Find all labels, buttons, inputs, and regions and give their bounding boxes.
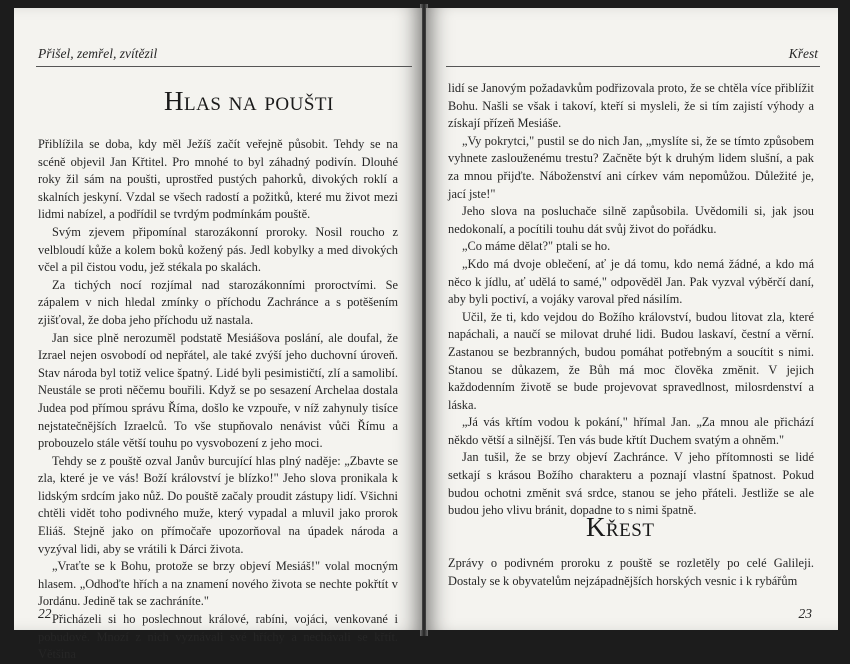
running-head: Přišel, zemřel, zvítězil bbox=[38, 46, 158, 61]
paragraph: Za tichých nocí rozjímal nad starozákonními proroctvími. Se zápalem v nich hledal zmínky o příchodu Zachránce a s potěšením zjišťoval, že doba jeho příchodu už nastala. bbox=[38, 277, 398, 327]
paragraph: „Já vás křtím vodou k pokání," hřímal Jan. „Za mnou ale přichází někdo větší a silnější. Ten vás bude křtít Duchem svatým a ohněm." bbox=[448, 415, 814, 447]
paragraph: „Vy pokrytci," pustil se do nich Jan, „myslíte si, že se tímto způsobem vyhnete zaslouženému trestu? Začněte být k druhým lidem slušní, a pak za mnou přijďte. Náboženství ani církev vám nepomůžou. Důležité je, jací jste!" bbox=[448, 133, 814, 201]
paragraph: „Kdo má dvoje oblečení, ať je dá tomu, kdo nemá žádné, a kdo má něco k jídlu, ať udělá to samé," odpověděl Jan. Pak vyzval výběrčí daní, aby byli poctiví, a vojáky varoval před násilím. bbox=[448, 256, 814, 307]
paragraph: Svým zjevem připomínal starozákonní proroky. Nosil roucho z velbloudí kůže a kolem boků kožený pás. Jedl kobylky a med divokých včel a pil čistou vodu, jež stékala po skalách. bbox=[38, 224, 398, 275]
paragraph: Jan sice plně nerozuměl podstatě Mesiášova poslání, ale doufal, že Izrael nejen osvobodí od nepřátel, ale také zvýší jeho duchovní úroveň. Stav národa byl totiž velice špatný. Lidé byli pesimističtí, zlí a samolibí. Neustále se proti něčemu bouřili. Když se po sesazení Archelaa dostala Judea pod přímou správu Říma, došlo ke vzpouře, v níž zahynuly tisíce nejstatečnějších Izraelců. To vše stupňovalo nenávist vůči Římu a probouzelo stále větší touhu po vysvobození z jeho moci. bbox=[38, 330, 398, 451]
header-rule bbox=[446, 66, 820, 67]
paragraph: „Co máme dělat?" ptali se ho. bbox=[462, 239, 611, 254]
paragraph: Tehdy se z pouště ozval Janův burcující hlas plný naděje: „Zbavte se zla, které je ve vás! Boží království je blízko!" Jeho slova pronikala k lidským srdcím jako nůž. Do pouště začaly proudit zástupy lidí. Všichni chtěli vidět toho podivného muže, který vypadal a mluvil jako prorok Eliáš. Stejně jako on přímočaře upozorňoval na úpadek národa a vyzýval lidi, aby se vrátili k Dárci života. bbox=[38, 453, 398, 556]
page-number: 23 bbox=[798, 606, 812, 621]
paragraph: Přiblížila se doba, kdy měl Ježíš začít veřejně působit. Tehdy se na scéně objevil Jan Křtitel. Pro mnohé to byl záhadný podivín. Dlouhé roky žil sám na poušti, uprostřed pustých pahorků, divokých roklí a skalních jeskyní. Vzdal se všech radostí a požitků, které mu život mezi lidmi nabízel, a podřídil se tvrdým podmínkám pouště. bbox=[38, 137, 398, 222]
body-text bbox=[448, 555, 814, 590]
header-rule bbox=[36, 66, 412, 67]
left-page bbox=[14, 8, 422, 662]
paragraph: lidí se Janovým požadavkům podřizovala proto, že se chtěla více přiblížit Bohu. Našli se však i takoví, kteří si mysleli, že si tím zajistí výhody a získají přízeň Mesiáše. bbox=[448, 81, 814, 131]
paragraph: Jan tušil, že se brzy objeví Zachránce. V jeho přítomnosti se lidé setkají s krásou Božího charakteru a poznají vlastní špatnost. Pokud budou ochotni změnit svá srdce, stanou se jeho přáteli. Jestliže se ale budou jeho vlivu bránit, dopadne to s nimi špatně. bbox=[448, 450, 814, 518]
paragraph: Učil, že ti, kdo vejdou do Božího království, budou litovat zla, které napáchali, a naučí se milovat druhé lidi. Budou laskaví, čestní a věrní. Zastanou se bezbranných, budou pomáhat potřebným a soucítit s nimi. Stanou se důkazem, že Bůh má moc člověka změnit. V jejich každodenním životě se bude projevovat spravedlnost, milosrdenství a láska. bbox=[448, 309, 814, 412]
paragraph: Přicházeli si ho poslechnout králové, rabíni, vojáci, venkované i pobudové. Mnozí z nich vyznávali své hříchy a nechávali se křtít. Většina bbox=[38, 612, 398, 662]
chapter-title: Hlas na poušti bbox=[164, 86, 334, 116]
chapter-title: Křest bbox=[586, 512, 655, 542]
running-head: Křest bbox=[788, 46, 818, 61]
right-page bbox=[426, 8, 838, 630]
paragraph: Jeho slova na posluchače silně zapůsobila. Uvědomili si, jak jsou nedokonalí, a pocítili touhu dát svůj život do pořádku. bbox=[448, 204, 814, 236]
page-number: 22 bbox=[38, 606, 52, 621]
paragraph: „Vraťte se k Bohu, protože se brzy objeví Mesiáš!" volal mocným hlasem. „Odhoďte hřích a na znamení nového života se nechte pokřtít v Jordánu. Jedině tak se zachráníte." bbox=[38, 559, 398, 609]
paragraph: Zprávy o podivném proroku z pouště se rozletěly po celé Galileji. Dostaly se k obyvatelům nejzápadnějších horských vesnic i k rybářům bbox=[448, 556, 814, 588]
body-text bbox=[38, 136, 398, 664]
body-text bbox=[448, 80, 814, 520]
